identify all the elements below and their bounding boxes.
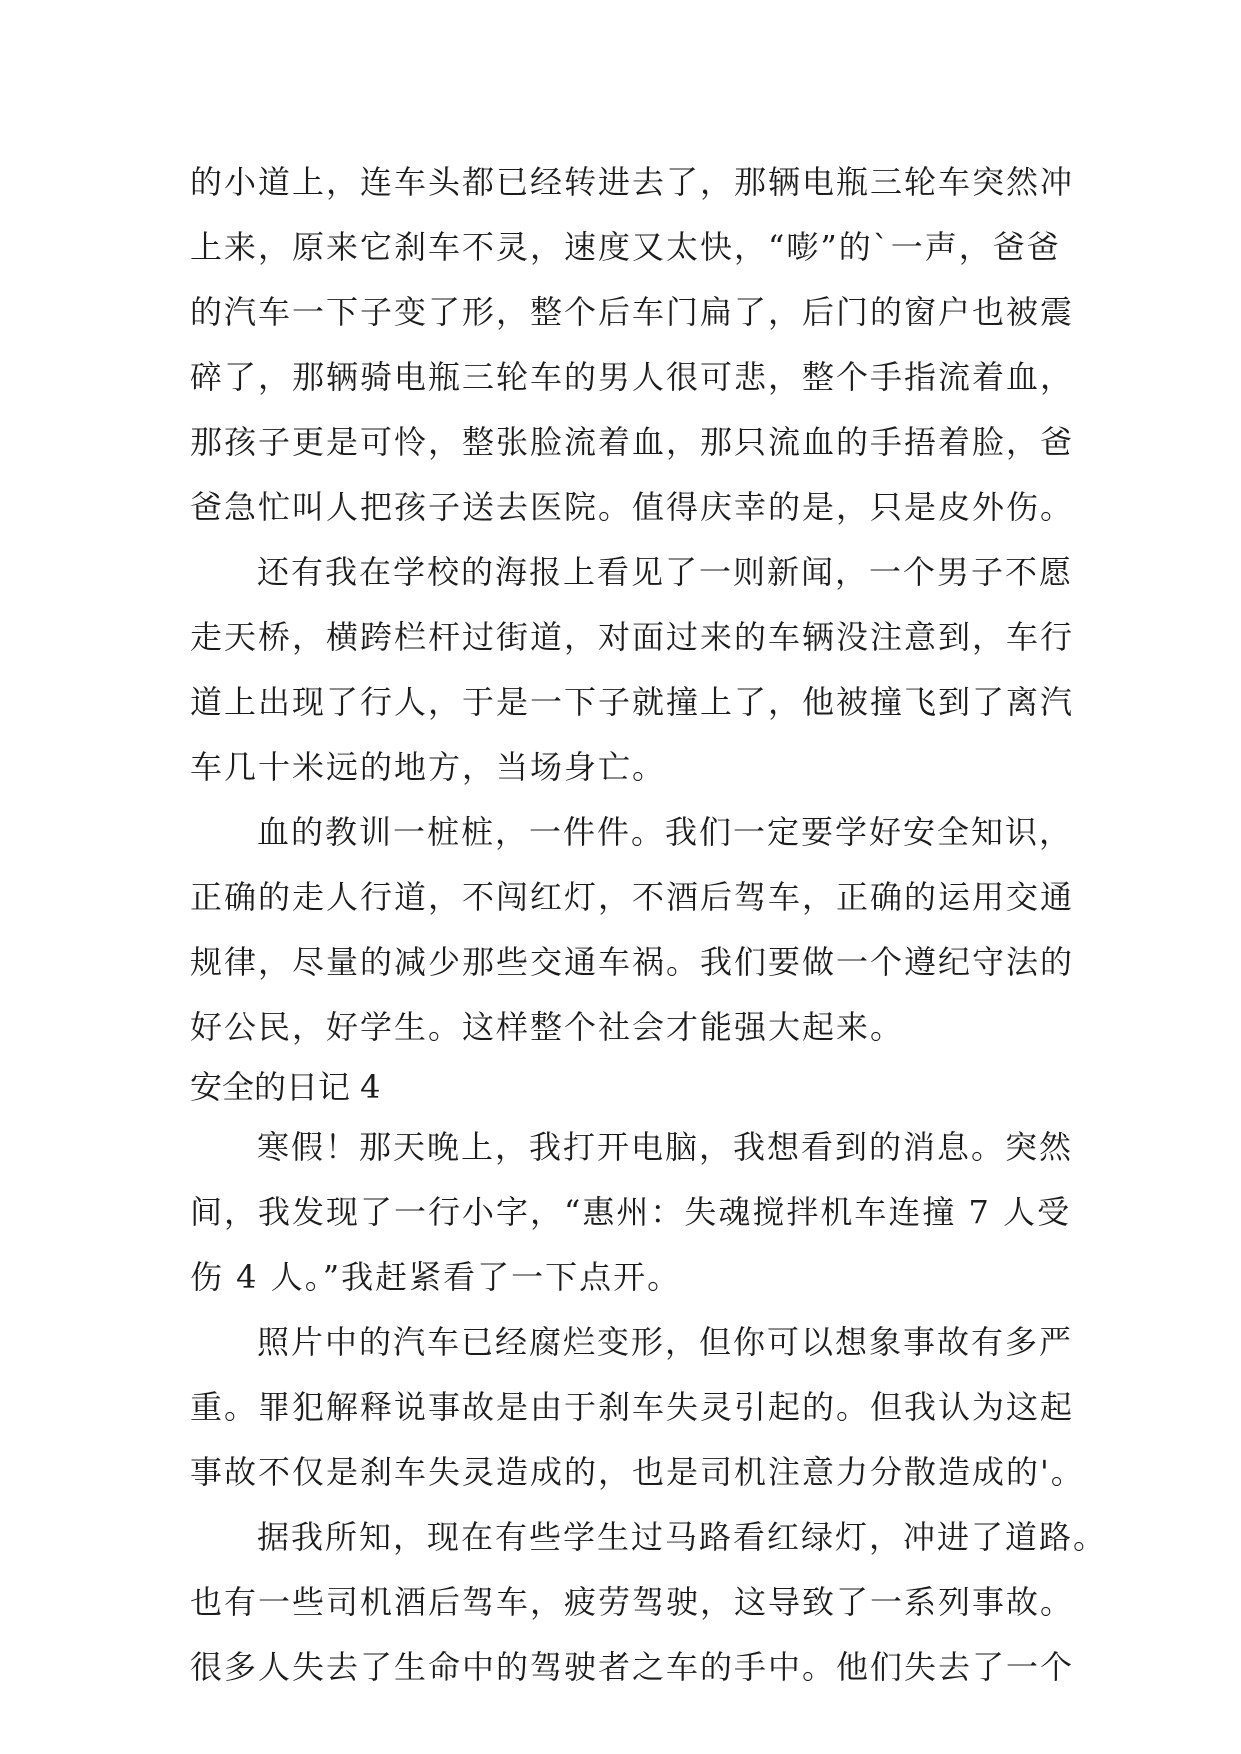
text-line: 血的教训一桩桩，一件件。我们一定要学好安全知识，	[257, 813, 1074, 851]
text-line: 伤 4 人。”我赶紧看了一下点开。	[190, 1258, 682, 1296]
text-line: 上来，原来它刹车不灵，速度又太快，“嘭”的`一声，爸爸	[190, 228, 1061, 266]
text-line: 寒假！那天晚上，我打开电脑，我想看到的消息。突然	[257, 1128, 1074, 1166]
text-line: 据我所知，现在有些学生过马路看红绿灯，冲进了道路。	[257, 1518, 1108, 1556]
text-line: 碎了，那辆骑电瓶三轮车的男人很可悲，整个手指流着血，	[190, 358, 1075, 396]
text-line: 也有一些司机酒后驾车，疲劳驾驶，这导致了一系列事故。	[190, 1583, 1075, 1621]
text-line: 好公民，好学生。这样整个社会才能强大起来。	[190, 1008, 905, 1046]
text-line: 道上出现了行人，于是一下子就撞上了，他被撞飞到了离汽	[190, 683, 1075, 721]
text-line: 爸急忙叫人把孩子送去医院。值得庆幸的是，只是皮外伤。	[190, 488, 1075, 526]
text-line: 规律，尽量的减少那些交通车祸。我们要做一个遵纪守法的	[190, 943, 1075, 981]
text-line: 事故不仅是刹车失灵造成的，也是司机注意力分散造成的'。	[190, 1453, 1085, 1491]
text-line: 那孩子更是可怜，整张脸流着血，那只流血的手捂着脸，爸	[190, 423, 1075, 461]
text-line: 正确的走人行道，不闯红灯，不酒后驾车，正确的运用交通	[190, 878, 1075, 916]
text-line: 走天桥，横跨栏杆过街道，对面过来的车辆没注意到，车行	[190, 618, 1075, 656]
text-line: 间，我发现了一行小字，“惠州：失魂搅拌机车连撞 7 人受	[190, 1193, 1072, 1231]
text-line: 车几十米远的地方，当场身亡。	[190, 748, 667, 786]
text-line: 照片中的汽车已经腐烂变形，但你可以想象事故有多严	[257, 1323, 1074, 1361]
text-line: 的汽车一下子变了形，整个后车门扁了，后门的窗户也被震	[190, 293, 1075, 331]
text-line: 还有我在学校的海报上看见了一则新闻，一个男子不愿	[257, 553, 1074, 591]
text-line: 的小道上，连车头都已经转进去了，那辆电瓶三轮车突然冲	[190, 163, 1075, 201]
text-line: 重。罪犯解释说事故是由于刹车失灵引起的。但我认为这起	[190, 1388, 1075, 1426]
text-line: 很多人失去了生命中的驾驶者之车的手中。他们失去了一个	[190, 1648, 1075, 1686]
section-heading: 安全的日记 4	[190, 1068, 381, 1106]
